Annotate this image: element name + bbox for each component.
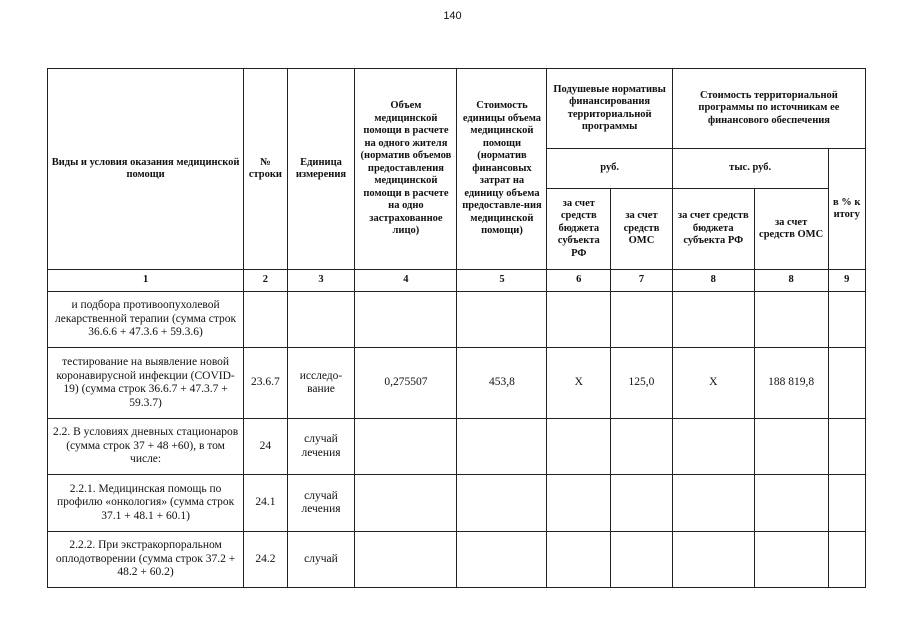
row-cost: 453,8 — [457, 348, 547, 419]
row-budget-total: Х — [672, 348, 754, 419]
header-oms: за счет средств ОМС — [611, 189, 673, 270]
row-unit: случай лечения — [287, 475, 355, 532]
row-oms — [611, 532, 673, 588]
column-number: 9 — [828, 270, 866, 292]
row-percent — [828, 419, 866, 475]
table-row — [48, 292, 866, 348]
row-number: 23.6.7 — [244, 348, 287, 419]
row-oms-total — [754, 475, 828, 532]
row-unit: исследо-вание — [287, 348, 355, 419]
row-name: 2.2.1. Медицинская помощь по профилю «онкология» (сумма строк 37.1 + 48.1 + 60.1) — [48, 475, 244, 532]
row-budget-total — [672, 532, 754, 588]
row-volume — [355, 419, 457, 475]
header-row-no: № строки — [244, 69, 287, 270]
row-unit: случай лечения — [287, 419, 355, 475]
row-budget: Х — [547, 348, 611, 419]
row-number: 24.2 — [244, 532, 287, 588]
row-name: 2.2. В условиях дневных стационаров (сумма строк 37 + 48 +60), в том числе: — [48, 419, 244, 475]
row-name: тестирование на выявление новой коронавирусной инфекции (COVID-19) (сумма строк 36.6.7 + 47.3.7 + 59.3.7) — [48, 348, 244, 419]
header-volume: Объем медицинской помощи в расчете на одного жителя (норматив объемов предоставления медицинской помощи в расчете на одно застрахованное лицо) — [355, 69, 457, 270]
row-number: 24.1 — [244, 475, 287, 532]
row-oms: 125,0 — [611, 348, 673, 419]
column-number: 5 — [457, 270, 547, 292]
row-budget-total — [672, 292, 754, 348]
header-cost-unit: Стоимость единицы объема медицинской помощи (норматив финансовых затрат на единицу объема предоставле-ния медицинской помощи) — [457, 69, 547, 270]
row-budget — [547, 419, 611, 475]
row-oms-total: 188 819,8 — [754, 348, 828, 419]
header-budget: за счет средств бюджета субъекта РФ — [547, 189, 611, 270]
column-number: 3 — [287, 270, 355, 292]
column-number: 7 — [611, 270, 673, 292]
header-rub: руб. — [547, 149, 672, 189]
row-budget — [547, 532, 611, 588]
column-number: 8 — [672, 270, 754, 292]
header-oms-total: за счет средств ОМС — [754, 189, 828, 270]
row-oms — [611, 475, 673, 532]
row-unit: случай — [287, 532, 355, 588]
row-oms-total — [754, 532, 828, 588]
row-cost — [457, 532, 547, 588]
row-volume: 0,275507 — [355, 348, 457, 419]
row-percent — [828, 475, 866, 532]
column-number: 6 — [547, 270, 611, 292]
page-number: 140 — [443, 10, 462, 22]
row-budget-total — [672, 475, 754, 532]
header-unit: Единица измерения — [287, 69, 355, 270]
row-percent — [828, 348, 866, 419]
row-oms — [611, 419, 673, 475]
row-number — [244, 292, 287, 348]
row-number: 24 — [244, 419, 287, 475]
table-row — [48, 532, 866, 588]
row-budget — [547, 292, 611, 348]
column-number: 8 — [754, 270, 828, 292]
row-name: 2.2.2. При экстракорпоральном оплодотворении (сумма строк 37.2 + 48.2 + 60.2) — [48, 532, 244, 588]
row-oms — [611, 292, 673, 348]
row-cost — [457, 419, 547, 475]
table-row — [48, 475, 866, 532]
table-row — [48, 419, 866, 475]
row-percent — [828, 292, 866, 348]
header-thous-rub: тыс. руб. — [672, 149, 828, 189]
row-volume — [355, 532, 457, 588]
row-oms-total — [754, 419, 828, 475]
header-percent: в % к итогу — [828, 149, 866, 270]
row-oms-total — [754, 292, 828, 348]
column-number: 2 — [244, 270, 287, 292]
header-per-capita: Подушевые нормативы финансирования территориальной программы — [547, 69, 672, 149]
column-number: 4 — [355, 270, 457, 292]
financing-table — [47, 68, 866, 588]
row-cost — [457, 475, 547, 532]
header-territorial: Стоимость территориальной программы по источникам ее финансового обеспечения — [672, 69, 865, 149]
header-budget-rf: за счет средств бюджета субъекта РФ — [672, 189, 754, 270]
row-percent — [828, 532, 866, 588]
row-cost — [457, 292, 547, 348]
column-number: 1 — [48, 270, 244, 292]
row-unit — [287, 292, 355, 348]
row-volume — [355, 292, 457, 348]
row-budget-total — [672, 419, 754, 475]
header-kind: Виды и условия оказания медицинской помощи — [48, 69, 244, 270]
row-budget — [547, 475, 611, 532]
row-name: и подбора противоопухолевой лекарственной терапии (сумма строк 36.6.6 + 47.3.6 + 59.3.6) — [48, 292, 244, 348]
table-row — [48, 348, 866, 419]
row-volume — [355, 475, 457, 532]
